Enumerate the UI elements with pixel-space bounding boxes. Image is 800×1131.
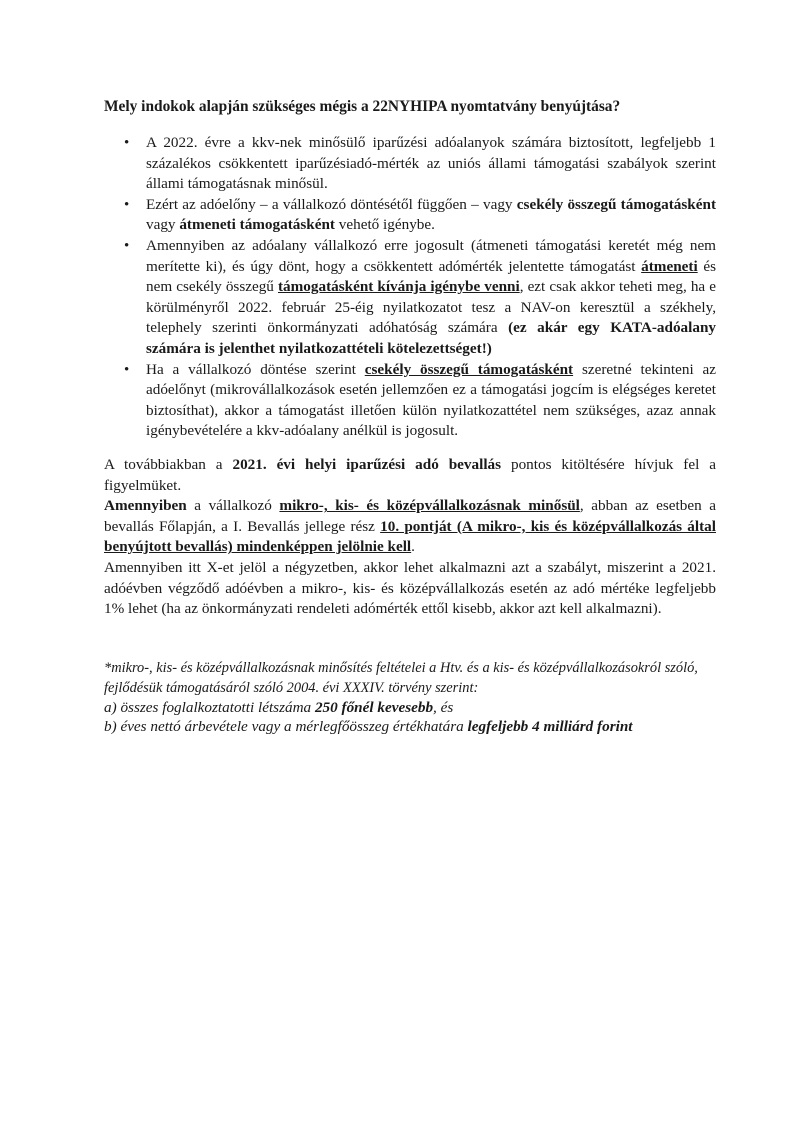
- footnote-text: b) éves nettó árbevétele vagy a mérlegfőösszeg értékhatára: [104, 718, 468, 736]
- emphasis-text: (ez akár egy KATA-adóalany számára is jelenthet nyilatkozattételi kötelezettséget!): [146, 319, 716, 357]
- emphasis-text: átmeneti támogatásként: [179, 216, 335, 234]
- paragraph-text: a vállalkozó: [186, 497, 280, 515]
- emphasis-text: 2021. évi helyi iparűzési adó bevallás: [232, 456, 502, 473]
- bullet-list: [104, 133, 716, 442]
- emphasis-text: 250 főnél kevesebb: [314, 699, 434, 717]
- footnote-text: , és: [433, 699, 454, 717]
- emphasis-underlined-text: mikro-, kis- és középvállalkozásnak minősül: [279, 497, 580, 515]
- bullet-item: [104, 236, 716, 360]
- bullet-text: , ezt csak akkor teheti meg, ha e körülményről 2022. február 25-éig nyilatkozatot tesz a NAV-on keresztül a székhely, telephely szerinti önkormányzati adóhatóság számára: [146, 278, 716, 337]
- paragraph-text: , abban az esetben a bevallás Főlapján, a I. Bevallás jellege rész: [104, 497, 717, 535]
- section-paragraph: [104, 455, 716, 496]
- bullet-text: vagy: [146, 216, 180, 234]
- emphasis-text: legfeljebb 4 milliárd forint: [467, 718, 633, 736]
- document-heading: Mely indokok alapján szükséges mégis a 22NYHIPA nyomtatvány benyújtása?: [104, 98, 621, 115]
- bullet-text: Ha a vállalkozó döntése szerint: [146, 360, 365, 378]
- bullet-item: [104, 133, 716, 195]
- section-paragraph: Amennyiben itt X-et jelöl a négyzetben, akkor lehet alkalmazni azt a szabályt, miszerint a 2021. adóévben végződő adóévben a mikro-, kis- és középvállalkozás esetén az adó mértéke legfeljebb 1% lehet (ha az önkormányzati rendeleti adómérték ettől kisebb, akkor azt kell alkalmazni).: [104, 558, 716, 618]
- paragraph-text: pontos kitöltésére hívjuk fel a figyelmüket.: [104, 456, 716, 494]
- bullet-text: vehető igénybe.: [334, 216, 435, 234]
- footnote-criterion-b: [104, 717, 724, 736]
- section-paragraph: [104, 496, 716, 558]
- bullet-text: Amennyiben az adóalany vállalkozó erre jogosult (átmeneti támogatási keretét még nem merítette ki), és úgy dönt, hogy a csökkentett adómérték jelentette támogatást: [146, 236, 716, 275]
- emphasis-text: Amennyiben: [104, 497, 187, 515]
- footnote-intro: *mikro-, kis- és középvállalkozásnak minősítés feltételei a Htv. és a kis- és középvállalkozásokról szóló, fejlődésük támogatásáról szóló 2004. évi XXXIV. törvény szerint:: [104, 660, 698, 696]
- paragraph-text: .: [411, 538, 415, 556]
- emphasis-underlined-text: csekély összegű támogatásként: [364, 360, 574, 378]
- bullet-text: és nem csekély összegű: [146, 257, 717, 296]
- emphasis-underlined-text: támogatásként kívánja igénybe venni: [277, 278, 520, 296]
- emphasis-underlined-text: átmeneti: [641, 257, 698, 275]
- emphasis-text: csekély összegű támogatásként: [516, 195, 717, 213]
- bullet-text: szeretné tekinteni az adóelőnyt (mikrovállalkozások esetén jellemzően ez a támogatási jogcím is elégséges keretet biztosíthat), akkor a támogatást illetően külön nyilatkozattétel nem szükséges, azaz annak igénybevételére a kkv-adóalany anélkül is jogosult.: [146, 360, 716, 440]
- bullet-text: Ezért az adóelőny – a vállalkozó döntésétől függően – vagy: [146, 195, 517, 213]
- paragraph-text: A továbbiakban a: [104, 456, 233, 473]
- footnote-block: [104, 659, 724, 736]
- bullet-text: A 2022. évre a kkv-nek minősülő iparűzési adóalanyok számára biztosított, legfeljebb 1 százalékos csökkentett iparűzésiadó-mérték az uniós állami támogatási szabályok szerint állami támogatásnak minősül.: [146, 134, 716, 193]
- footnote-text: a) összes foglalkoztatotti létszáma: [104, 699, 315, 717]
- declaration-section: [104, 455, 716, 620]
- footnote-criterion-a: [104, 698, 724, 717]
- emphasis-underlined-text: 10. pontját (A mikro-, kis és középvállalkozás által benyújtott bevallás) mindenképpen jelölnie kell: [104, 517, 716, 556]
- bullet-item: [104, 360, 716, 442]
- bullet-item: [104, 195, 716, 236]
